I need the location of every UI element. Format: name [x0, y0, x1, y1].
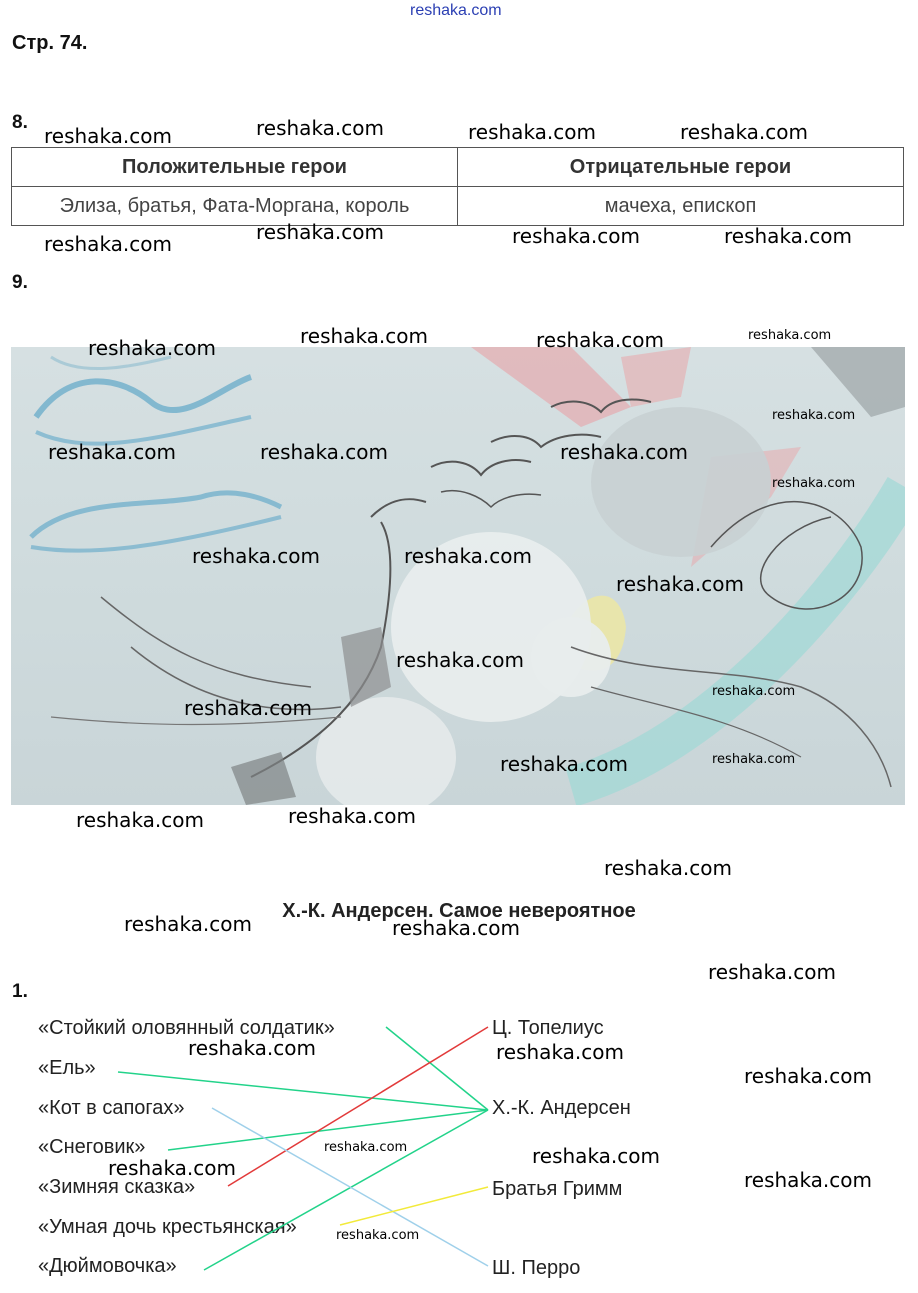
watermark: reshaka.com [392, 916, 520, 940]
line-tin-soldier-andersen [386, 1027, 488, 1110]
watermark: reshaka.com [260, 440, 388, 464]
work-puss-in-boots: «Кот в сапогах» [38, 1097, 185, 1119]
watermark: reshaka.com [188, 1036, 316, 1060]
watermark: reshaka.com [712, 752, 796, 767]
author-perrault: Ш. Перро [492, 1257, 581, 1279]
watermark: reshaka.com [560, 440, 688, 464]
watermark: reshaka.com [772, 408, 856, 423]
watermark: reshaka.com [744, 1168, 872, 1192]
watermark: reshaka.com [192, 544, 320, 568]
work-clever-daughter: «Умная дочь крестьянская» [38, 1216, 297, 1238]
work-winter-tale: «Зимняя сказка» [38, 1176, 196, 1198]
watermark: reshaka.com [44, 124, 172, 148]
watermark: reshaka.com [324, 1140, 408, 1155]
watermark: reshaka.com [532, 1144, 660, 1168]
author-topelius: Ц. Топелиус [492, 1017, 604, 1039]
watermark: reshaka.com [724, 224, 852, 248]
watermark: reshaka.com [680, 120, 808, 144]
watermark: reshaka.com [108, 1156, 236, 1180]
page-title: Стр. 74. [12, 32, 88, 54]
task-9-number: 9. [12, 272, 28, 293]
watermark: reshaka.com [336, 1228, 420, 1243]
watermark: reshaka.com [748, 328, 832, 343]
watermark: reshaka.com [404, 544, 532, 568]
author-andersen: Х.-К. Андерсен [492, 1097, 631, 1119]
task-1-number: 1. [12, 981, 28, 1002]
header-positive: Положительные герои [12, 148, 458, 187]
line-daughter-grimm [340, 1187, 488, 1225]
watermark: reshaka.com [184, 696, 312, 720]
section-title: Х.-К. Андерсен. Самое невероятное [282, 900, 636, 922]
watermark: reshaka.com [256, 116, 384, 140]
cell-negative: мачеха, епископ [458, 187, 904, 226]
work-fir-tree: «Ель» [38, 1057, 96, 1079]
line-thumbelina-andersen [204, 1110, 488, 1270]
watermark: reshaka.com [772, 476, 856, 491]
work-tin-soldier: «Стойкий оловянный солдатик» [38, 1017, 335, 1039]
header-negative: Отрицательные герои [458, 148, 904, 187]
watermark: reshaka.com [124, 912, 252, 936]
watermark: reshaka.com [708, 960, 836, 984]
watermark: reshaka.com [712, 684, 796, 699]
watermark: reshaka.com [744, 1064, 872, 1088]
cell-positive: Элиза, братья, Фата-Моргана, король [12, 187, 458, 226]
watermark: reshaka.com [396, 648, 524, 672]
watermark: reshaka.com [48, 440, 176, 464]
site-header-watermark[interactable]: reshaka.com [410, 2, 502, 19]
watermark: reshaka.com [616, 572, 744, 596]
line-fir-tree-andersen [118, 1072, 488, 1110]
watermark: reshaka.com [88, 336, 216, 360]
watermark: reshaka.com [496, 1040, 624, 1064]
task-8-number: 8. [12, 112, 28, 133]
watermark: reshaka.com [536, 328, 664, 352]
author-grimm: Братья Гримм [492, 1178, 623, 1200]
work-thumbelina: «Дюймовочка» [38, 1255, 177, 1277]
watermark: reshaka.com [76, 808, 204, 832]
watermark: reshaka.com [44, 232, 172, 256]
watermark: reshaka.com [288, 804, 416, 828]
watermark: reshaka.com [500, 752, 628, 776]
watermark: reshaka.com [604, 856, 732, 880]
watermark: reshaka.com [256, 220, 384, 244]
watermark: reshaka.com [512, 224, 640, 248]
work-snowman: «Снеговик» [38, 1136, 146, 1158]
watermark: reshaka.com [468, 120, 596, 144]
watermark: reshaka.com [300, 324, 428, 348]
